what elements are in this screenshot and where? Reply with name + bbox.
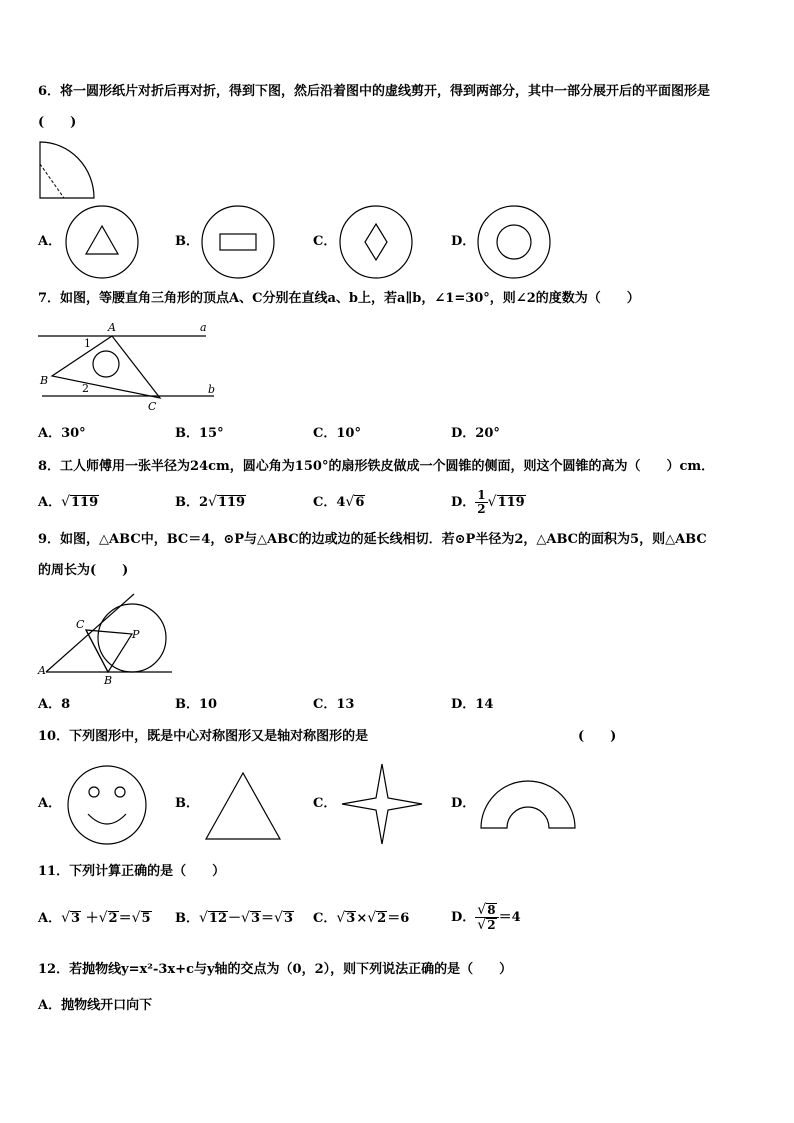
q11-option-c bbox=[313, 910, 409, 927]
fraction-numerator bbox=[475, 903, 498, 918]
q6-option-a-figure bbox=[64, 204, 140, 280]
radicand: 3 bbox=[283, 911, 293, 926]
q11-option-b bbox=[175, 910, 294, 927]
q7-stem: 7．如图，等腰直角三角形的顶点A、C分别在直线a、b上，若a∥b，∠1=30°，则∠2的度数为（ ） bbox=[38, 291, 640, 306]
radicand: 2 bbox=[108, 911, 118, 926]
q11-option-b-label: B． bbox=[175, 911, 199, 926]
q10-option-b-label: B． bbox=[175, 796, 199, 811]
q8-option-b-label: B． bbox=[175, 495, 199, 510]
q6-option-c-label: C． bbox=[313, 234, 337, 249]
operator: × bbox=[356, 911, 368, 926]
radicand: 8 bbox=[487, 903, 496, 917]
q6-stem: 6．将一圆形纸片对折后再对折，得到下图，然后沿着图中的虚线剪开，得到两部分，其中一部分展开后的平面图形是 bbox=[38, 84, 711, 99]
q11-option-a-label: A． bbox=[38, 911, 62, 926]
q8-option-b-coef: 2 bbox=[199, 495, 209, 510]
q11-stem: 11．下列计算正确的是（ ） bbox=[38, 864, 226, 879]
q9-option-c: C．13 bbox=[313, 697, 355, 712]
q6-option-b-figure bbox=[200, 204, 276, 280]
q11-option-c-label: C． bbox=[313, 911, 337, 926]
q7-parallel-lines-triangle-figure bbox=[38, 318, 218, 414]
radical-icon: √ bbox=[345, 494, 355, 510]
radical-icon: √ bbox=[274, 910, 283, 926]
radicand: 2 bbox=[377, 911, 387, 926]
radical-icon: √ bbox=[487, 494, 497, 510]
radical-icon: √ bbox=[477, 902, 487, 918]
q9-label-A: A bbox=[38, 664, 46, 677]
q8-option-b-radicand: 119 bbox=[217, 495, 246, 510]
q9-option-b: B．10 bbox=[175, 697, 218, 712]
q8-option-c-coef: 4 bbox=[336, 495, 346, 510]
q9-option-a: A．8 bbox=[38, 697, 71, 712]
q11-option-d bbox=[451, 898, 521, 938]
q9-label-B: B bbox=[104, 674, 113, 687]
radical-icon: √ bbox=[61, 494, 71, 510]
q8-option-a bbox=[38, 494, 99, 511]
q11-option-a bbox=[38, 910, 152, 927]
q6-option-c-figure bbox=[338, 204, 414, 280]
q7-label-A: A bbox=[108, 321, 116, 334]
q6-paren: ( ) bbox=[38, 115, 77, 130]
operator: ＋ bbox=[85, 911, 99, 926]
q6-folded-paper-figure bbox=[38, 140, 98, 202]
q10-option-c-label: C． bbox=[313, 796, 337, 811]
q10-option-d-arch-figure bbox=[478, 772, 578, 832]
q7-option-b: B．15° bbox=[175, 426, 224, 441]
q8-option-c bbox=[313, 494, 365, 511]
q7-label-b: b bbox=[208, 383, 216, 396]
q9-option-d: D．14 bbox=[451, 697, 494, 712]
q7-option-c: C．10° bbox=[313, 426, 361, 441]
operator: － bbox=[228, 911, 242, 926]
q7-angle-2: 2 bbox=[82, 382, 89, 395]
result: ＝4 bbox=[498, 910, 521, 925]
q7-label-B: B bbox=[40, 374, 49, 387]
q9-label-P: P bbox=[132, 628, 140, 641]
fraction-numerator: 1 bbox=[477, 488, 486, 502]
q6-option-d-figure bbox=[476, 204, 552, 280]
q8-option-d-label: D． bbox=[451, 495, 476, 510]
q11-option-d-label: D． bbox=[451, 910, 476, 925]
radical-icon: √ bbox=[477, 917, 487, 933]
q12-option-a: A．抛物线开口向下 bbox=[38, 998, 153, 1013]
q7-option-d: D．20° bbox=[451, 426, 500, 441]
q12-stem: 12．若抛物线y=x²-3x+c与y轴的交点为（0，2），则下列说法正确的是（ ） bbox=[38, 962, 513, 977]
q7-angle-1: 1 bbox=[84, 337, 91, 350]
q6-option-b-label: B． bbox=[175, 234, 199, 249]
q8-option-a-label: A． bbox=[38, 495, 62, 510]
q6-option-a-label: A． bbox=[38, 234, 62, 249]
q9-stem-line1: 9．如图，△ABC中，BC＝4，⊙P与△ABC的边或边的延长线相切．若⊙P半径为2，△ABC的面积为5，则△ABC bbox=[38, 532, 707, 547]
q7-label-C: C bbox=[148, 400, 157, 413]
radical-icon: √ bbox=[336, 910, 346, 926]
q10-paren: ( ) bbox=[578, 729, 617, 744]
q8-option-a-radicand: 119 bbox=[71, 495, 99, 510]
q7-label-a: a bbox=[200, 321, 207, 334]
radicand: 3 bbox=[250, 911, 260, 926]
q10-option-d-label: D． bbox=[451, 796, 476, 811]
q8-option-b bbox=[175, 494, 246, 511]
result: ＝6 bbox=[387, 911, 410, 926]
q9-label-C: C bbox=[76, 618, 85, 631]
q8-option-c-radicand: 6 bbox=[355, 495, 365, 510]
q8-option-d-fraction bbox=[475, 489, 487, 516]
equals-sign: ＝ bbox=[261, 911, 275, 926]
radicand: 12 bbox=[208, 911, 228, 926]
equals-sign: ＝ bbox=[118, 911, 132, 926]
radical-icon: √ bbox=[208, 494, 217, 510]
q10-option-a-label: A． bbox=[38, 796, 62, 811]
q8-option-d bbox=[451, 486, 526, 519]
q6-option-d-label: D． bbox=[451, 234, 476, 249]
q8-option-d-radicand: 119 bbox=[497, 495, 525, 510]
q10-option-b-triangle-figure bbox=[202, 770, 284, 842]
q10-stem: 10．下列图形中，既是中心对称图形又是轴对称图形的是 bbox=[38, 729, 369, 744]
q8-option-c-label: C． bbox=[313, 495, 337, 510]
fraction-denominator bbox=[475, 918, 498, 932]
q10-option-c-star-figure bbox=[340, 762, 424, 846]
radicand: 3 bbox=[346, 911, 356, 926]
radical-icon: √ bbox=[131, 910, 141, 926]
radical-icon: √ bbox=[367, 910, 377, 926]
radicand: 3 bbox=[71, 911, 81, 926]
q9-stem-line2: 的周长为( ) bbox=[38, 563, 129, 578]
q9-tangent-circle-figure bbox=[36, 592, 180, 688]
radical-icon: √ bbox=[199, 910, 208, 926]
radical-icon: √ bbox=[98, 910, 108, 926]
q11-option-d-fraction bbox=[475, 903, 498, 932]
q8-stem: 8．工人师傅用一张半径为24cm，圆心角为150°的扇形铁皮做成一个圆锥的侧面，则这个圆锥的高为（ ）cm． bbox=[38, 459, 715, 474]
radical-icon: √ bbox=[61, 910, 71, 926]
fraction-denominator: 2 bbox=[477, 502, 486, 516]
q10-option-a-smiley-figure bbox=[66, 764, 148, 846]
radicand: 5 bbox=[141, 911, 151, 926]
q7-option-a: A．30° bbox=[38, 426, 86, 441]
radical-icon: √ bbox=[241, 910, 250, 926]
radicand: 2 bbox=[487, 918, 496, 932]
